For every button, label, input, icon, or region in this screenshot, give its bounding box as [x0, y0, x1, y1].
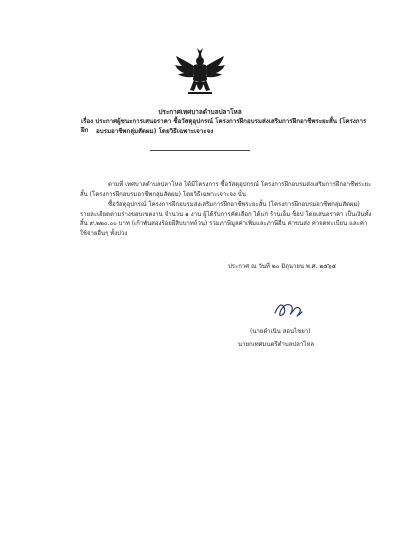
subject-line-2: อบรมอาชีพกลุ่มสัตผม) โดยวิธีเฉพาะเจาะจง: [96, 127, 214, 135]
garuda-emblem-icon: [172, 46, 228, 102]
divider: [150, 150, 250, 151]
signer-name: (นายดำเนิน สอนไชยา): [250, 328, 311, 335]
paragraph-1-line-2: สั้น (โครงการฝึกอบรมอาชีพกลุ่มสัตผม) โดยวิธีเฉพาะเจาะจง นั้น: [80, 190, 246, 198]
paragraph-2-line-3: สิ้น ๙,๒๒๐.๐๐ บาท (เก้าพันสองร้อยยี่สิบบาทถ้วน) รวมภาษีมูลค่าเพิ่มและภาษีอื่น ค่าขนส่ง ค่าจดทะเบียน และค่า: [80, 220, 368, 227]
paragraph-2-line-1: ซื้อวัสดุอุปกรณ์ โครงการฝึกอบรมส่งเสริมการฝึกอาชีพระยะสั้น (โครงการฝึกอบรมอาชีพกลุ่มสัตผม): [108, 201, 360, 208]
paragraph-2-line-2: รายละเอียดตามร่างขอบเขตงาน จำนวน ๑ งาน ผู้ได้รับการคัดเลือก ได้แก่ ร้านเอ็ม ช็อป โดยเสนอราคา เป็นเงินทั้ง: [80, 210, 372, 218]
signature-mark: [272, 297, 306, 321]
document-title: ประกาศเทศบาลตำบลปลาโหล: [158, 108, 242, 116]
announcement-date: ประกาศ ณ วันที่ ๒๐ มิถุนายน พ.ศ. ๒๕๖๕: [228, 263, 337, 270]
signer-position: นายกเทศมนตรีตำบลปลาโหล: [238, 341, 315, 348]
subject-line-1: เรื่อง ประกาศผู้ชนะการเสนอราคา ซื้อวัสดุอุปกรณ์ โครงการฝึกอบรมส่งเสริมการฝึกอาชีพระยะสั้น (โครงการฝึก: [81, 118, 367, 135]
paragraph-1-line-1: ตามที่ เทศบาลตำบลปลาโหล ได้มีโครงการ ซื้อวัสดุอุปกรณ์ โครงการฝึกอบรมส่งเสริมการฝึกอาชีพระยะ: [108, 181, 372, 188]
paragraph-2-line-4: ใช้จ่ายอื่นๆ ทั้งปวง: [80, 229, 128, 237]
